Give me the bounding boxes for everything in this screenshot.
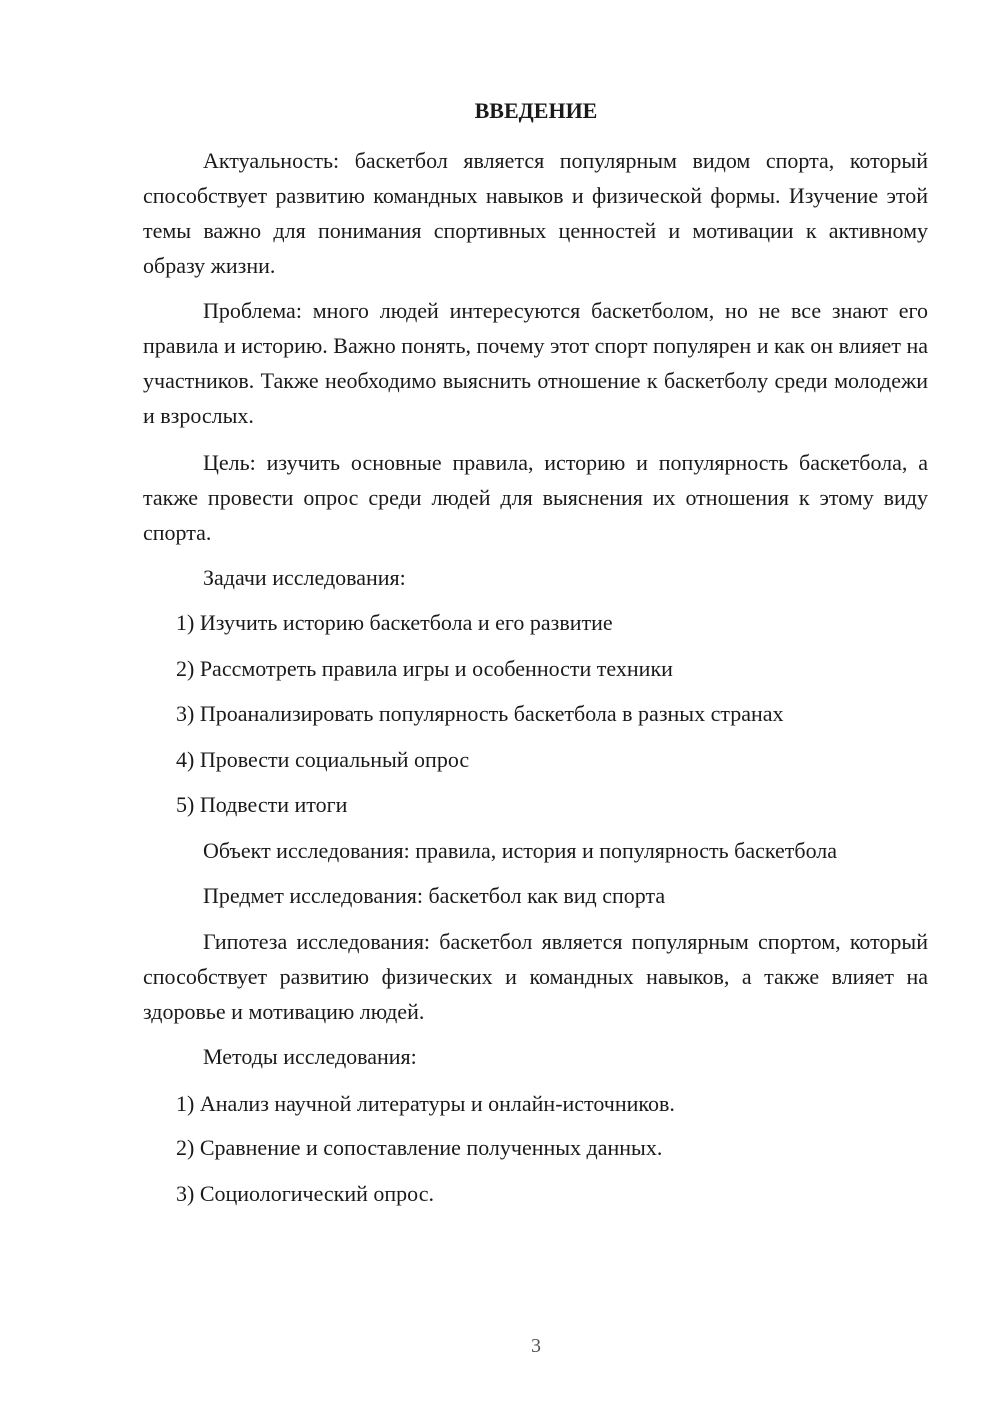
task-item: 4) Провести социальный опрос — [176, 747, 470, 772]
hypothesis-paragraph: Гипотеза исследования: баскетбол является популярным спортом, который способствует развитию физических и командных навыков, а также влияет на здоровье и мотивацию людей. — [143, 929, 928, 1024]
object-line: Объект исследования: правила, история и популярность баскетбола — [203, 838, 838, 863]
subject-line: Предмет исследования: баскетбол как вид спорта — [203, 883, 666, 908]
task-item: 5) Подвести итоги — [176, 792, 348, 817]
method-item: 1) Анализ научной литературы и онлайн-источников. — [176, 1091, 675, 1116]
task-item: 1) Изучить историю баскетбола и его развитие — [176, 610, 613, 635]
method-item: 2) Сравнение и сопоставление полученных данных. — [176, 1135, 663, 1160]
methods-heading: Методы исследования: — [203, 1044, 417, 1069]
method-item: 3) Социологический опрос. — [176, 1181, 434, 1206]
task-item: 2) Рассмотреть правила игры и особенности техники — [176, 656, 673, 681]
goal-paragraph: Цель: изучить основные правила, историю и популярность баскетбола, а также провести опрос среди людей для выяснения их отношения к этому виду спорта. — [143, 450, 928, 545]
page-title: ВВЕДЕНИЕ — [474, 98, 598, 123]
page-number: 3 — [531, 1335, 541, 1357]
tasks-heading: Задачи исследования: — [203, 565, 406, 590]
problem-paragraph: Проблема: много людей интересуются баскетболом, но не все знают его правила и историю. Важно понять, почему этот спорт популярен и как он влияет на участников. Также необходимо выяснить отношение к баскетболу среди молодежи и взрослых. — [143, 298, 928, 428]
task-item: 3) Проанализировать популярность баскетбола в разных странах — [176, 701, 784, 726]
relevance-paragraph: Актуальность: баскетбол является популярным видом спорта, который способствует развитию командных навыков и физической формы. Изучение этой темы важно для понимания спортивных ценностей и мотивации к активному образу жизни. — [143, 148, 928, 278]
